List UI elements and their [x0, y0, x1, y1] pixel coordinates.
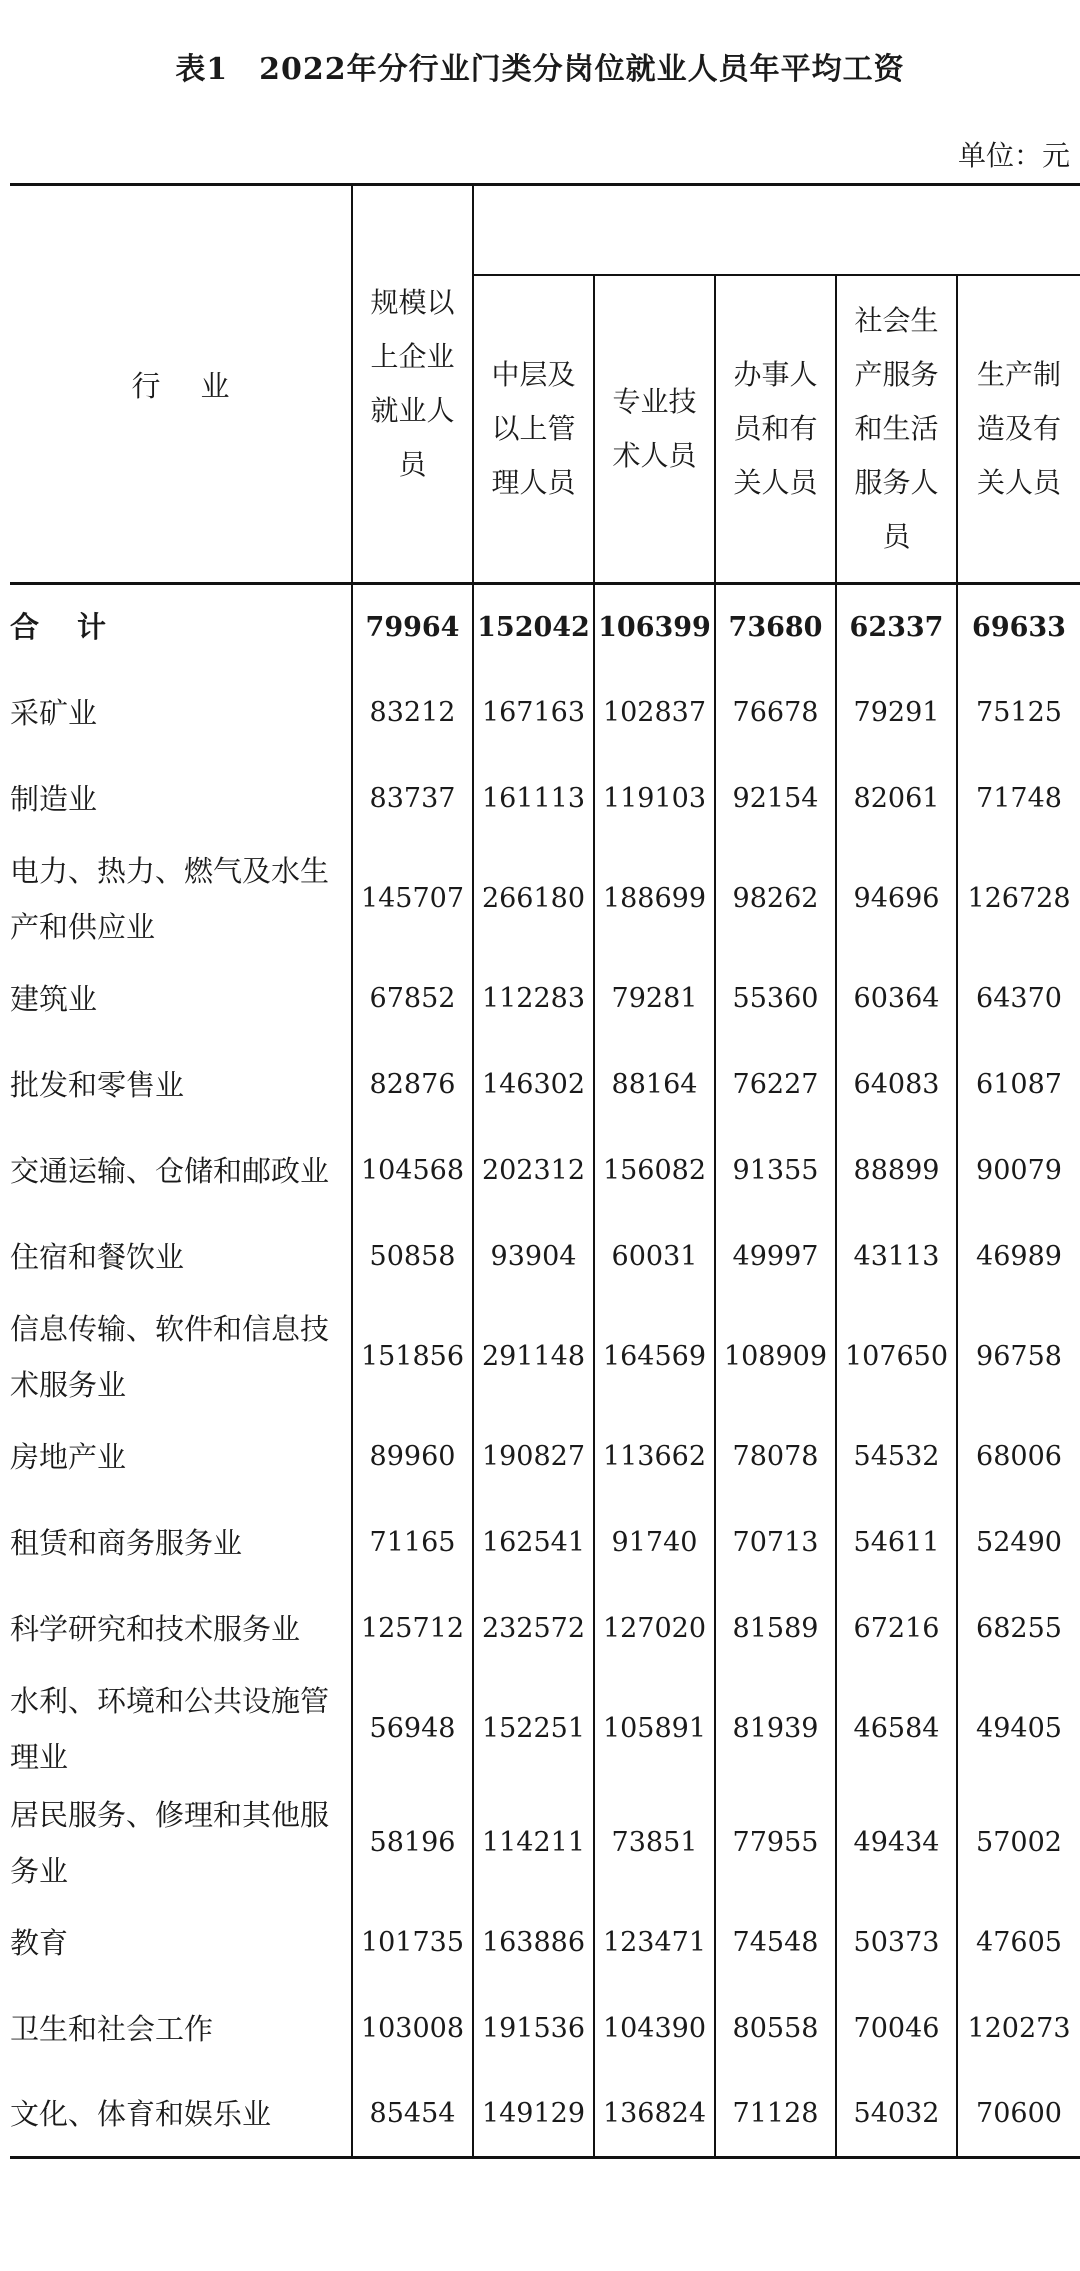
value-total-employees: 125712: [352, 1586, 473, 1672]
value-occupation-5: 64370: [957, 956, 1080, 1042]
value-total-employees: 79964: [352, 584, 473, 670]
industry-name-line: 科学研究和技术服务业: [10, 1611, 301, 1646]
industry-name-line: 术服务业: [10, 1367, 127, 1402]
table-row: [10, 1042, 1080, 1128]
value-occupation-5: 46989: [957, 1214, 1080, 1300]
value-occupation-3: 91355: [715, 1128, 836, 1214]
value-occupation-2: 79281: [594, 956, 715, 1042]
header-total-line: 员: [398, 448, 427, 481]
value-total-employees: 83212: [352, 670, 473, 756]
header-occupation-line: 员和有: [733, 412, 818, 445]
industry-name-line: 卫生和社会工作: [10, 2011, 214, 2046]
table-row: [10, 1586, 1080, 1672]
value-occupation-3: 77955: [715, 1786, 836, 1900]
value-occupation-5: 69633: [957, 584, 1080, 670]
industry-name-line: 批发和零售业: [10, 1067, 185, 1102]
table-row: [10, 1128, 1080, 1214]
header-occupation-line: 关人员: [976, 466, 1061, 499]
industry-name: [10, 1042, 352, 1128]
industry-name-line: 制造业: [10, 781, 98, 816]
table-header: [10, 185, 1080, 584]
value-occupation-1: 114211: [481, 1827, 586, 1858]
industry-name-line: 信息传输、软件和信息技: [10, 1311, 330, 1346]
value-total-employees: 71165: [352, 1500, 473, 1586]
value-occupation-5: 47605: [957, 1900, 1080, 1986]
value-occupation-4: 60364: [836, 956, 957, 1042]
value-occupation-3: 92154: [715, 756, 836, 842]
value-occupation-2: 105891: [594, 1672, 715, 1786]
value-occupation-4: 67216: [836, 1586, 957, 1672]
value-total-employees: 67852: [352, 956, 473, 1042]
value-occupation-2: 106399: [594, 584, 715, 670]
value-occupation-3: 73680: [715, 584, 836, 670]
header-occupation-line: 员: [882, 520, 911, 553]
header-total-line: 上企业: [370, 340, 455, 373]
value-occupation-1: 146302: [481, 1069, 586, 1100]
industry-name: [10, 1300, 352, 1414]
header-occupation-line: 造及有: [976, 412, 1061, 445]
value-occupation-2: 102837: [594, 670, 715, 756]
header-occupation-line: 关人员: [733, 466, 818, 499]
industry-name: [10, 756, 352, 842]
value-occupation-2: 113662: [594, 1414, 715, 1500]
value-occupation-1: 190827: [481, 1441, 586, 1472]
value-occupation-1: 112283: [481, 983, 586, 1014]
header-occupation-line: 术人员: [612, 439, 697, 472]
industry-name: [10, 842, 352, 956]
table-body: [10, 584, 1080, 2158]
value-total-employees: 145707: [352, 842, 473, 956]
header-occupation-3: [715, 275, 836, 582]
industry-name-line: 教育: [10, 1925, 69, 1960]
value-occupation-2: 188699: [594, 842, 715, 956]
value-occupation-5: 68006: [957, 1414, 1080, 1500]
value-occupation-5: 70600: [957, 2072, 1080, 2158]
value-occupation-5: 71748: [957, 756, 1080, 842]
header-occupation-line: 理人员: [491, 466, 576, 499]
value-occupation-5: 68255: [957, 1586, 1080, 1672]
industry-name-line: 理业: [10, 1739, 69, 1774]
industry-name: [10, 1128, 352, 1214]
header-occupation-line: 生产制: [976, 358, 1061, 391]
value-occupation-3: 76227: [715, 1042, 836, 1128]
value-occupation-4: 94696: [836, 842, 957, 956]
table-row: [10, 2072, 1080, 2158]
value-occupation-1: 202312: [481, 1155, 586, 1186]
header-occupation-line: 中层及: [491, 358, 576, 391]
table-row: [10, 1500, 1080, 1586]
value-occupation-1: 93904: [490, 1241, 577, 1272]
value-occupation-3: 81589: [715, 1586, 836, 1672]
table-row: [10, 1414, 1080, 1500]
value-occupation-5: 57002: [957, 1786, 1080, 1900]
header-occupation-1: [473, 275, 594, 582]
value-occupation-1: 191536: [481, 2013, 586, 2044]
value-occupation-5: 75125: [957, 670, 1080, 756]
header-occupation-spacer: [473, 186, 1080, 275]
value-occupation-3: 81939: [715, 1672, 836, 1786]
industry-name: [10, 1672, 352, 1786]
value-occupation-5: 120273: [957, 1986, 1080, 2072]
header-occupation-4: [836, 275, 957, 582]
header-total-line: 规模以: [370, 286, 455, 319]
value-occupation-2: 88164: [594, 1042, 715, 1128]
industry-name: [10, 1214, 352, 1300]
header-occupation-line: 服务人: [854, 466, 939, 499]
industry-name-line: 水利、环境和公共设施管: [10, 1683, 330, 1718]
value-occupation-4: 54532: [836, 1414, 957, 1500]
industry-name-line: 文化、体育和娱乐业: [10, 2096, 272, 2131]
header-industry: 行业: [10, 186, 352, 582]
header-total-line: 就业人: [370, 394, 455, 427]
table-row: [10, 1900, 1080, 1986]
industry-name: [10, 1986, 352, 2072]
unit-label: 单位：元: [957, 139, 1070, 172]
value-occupation-1: 232572: [481, 1613, 586, 1644]
value-occupation-3: 80558: [715, 1986, 836, 2072]
value-total-employees: 83737: [352, 756, 473, 842]
value-occupation-1: 167163: [481, 697, 586, 728]
value-occupation-3: 98262: [715, 842, 836, 956]
value-occupation-2: 60031: [594, 1214, 715, 1300]
industry-name-line: 采矿业: [10, 695, 98, 730]
value-occupation-1: 266180: [481, 883, 586, 914]
value-occupation-5: 52490: [957, 1500, 1080, 1586]
industry-name: [10, 1414, 352, 1500]
value-occupation-4: 50373: [836, 1900, 957, 1986]
industry-name-line: 建筑业: [10, 981, 98, 1016]
industry-name: [10, 956, 352, 1042]
industry-name: [10, 1786, 352, 1900]
value-total-employees: 151856: [352, 1300, 473, 1414]
value-total-employees: 103008: [352, 1986, 473, 2072]
value-occupation-4: 54032: [836, 2072, 957, 2158]
header-occupation-2: [594, 275, 715, 582]
industry-name-line: 电力、热力、燃气及水生: [10, 853, 330, 888]
industry-name: [10, 1900, 352, 1986]
value-occupation-5: 90079: [957, 1128, 1080, 1214]
value-occupation-5: 126728: [957, 842, 1080, 956]
value-total-employees: 50858: [352, 1214, 473, 1300]
table-row: [10, 1214, 1080, 1300]
value-occupation-2: 119103: [594, 756, 715, 842]
value-occupation-1: 163886: [481, 1927, 586, 1958]
value-total-employees: 104568: [352, 1128, 473, 1214]
header-occupation-line: 办事人: [733, 358, 818, 391]
value-occupation-1: 161113: [481, 783, 586, 814]
value-total-employees: 101735: [352, 1900, 473, 1986]
industry-name-line: 居民服务、修理和其他服: [10, 1797, 330, 1832]
value-occupation-3: 71128: [715, 2072, 836, 2158]
value-occupation-4: 46584: [836, 1672, 957, 1786]
industry-name: [10, 2072, 352, 2158]
industry-name-line: 产和供应业: [10, 909, 156, 944]
value-occupation-3: 49997: [715, 1214, 836, 1300]
value-occupation-4: 82061: [836, 756, 957, 842]
table-title: 表1 2022年分行业门类分岗位就业人员年平均工资: [175, 52, 905, 87]
value-total-employees: 85454: [352, 2072, 473, 2158]
value-occupation-4: 88899: [836, 1128, 957, 1214]
header-occupation-line: 产服务: [854, 358, 939, 391]
value-occupation-4: 64083: [836, 1042, 957, 1128]
value-occupation-1: 152042: [477, 611, 590, 643]
value-occupation-3: 74548: [715, 1900, 836, 1986]
header-occupation-line: 社会生: [854, 304, 939, 337]
value-occupation-2: 91740: [594, 1500, 715, 1586]
value-occupation-2: 156082: [594, 1128, 715, 1214]
value-occupation-3: 108909: [715, 1300, 836, 1414]
value-occupation-5: 96758: [957, 1300, 1080, 1414]
industry-name-line: 合计: [10, 610, 145, 645]
table-row: [10, 1786, 1080, 1900]
value-occupation-4: 70046: [836, 1986, 957, 2072]
industry-name-line: 务业: [10, 1853, 69, 1888]
table-row: [10, 1986, 1080, 2072]
header-total-employees: [352, 186, 473, 582]
value-occupation-3: 55360: [715, 956, 836, 1042]
industry-name-line: 交通运输、仓储和邮政业: [10, 1153, 330, 1188]
value-occupation-5: 61087: [957, 1042, 1080, 1128]
table-row: [10, 756, 1080, 842]
table-row-total: [10, 584, 1080, 670]
industry-name-line: 租赁和商务服务业: [10, 1525, 243, 1560]
industry-name-line: 房地产业: [10, 1439, 127, 1474]
table-row: [10, 956, 1080, 1042]
table-row: [10, 1300, 1080, 1414]
value-occupation-4: 43113: [836, 1214, 957, 1300]
value-total-employees: 82876: [352, 1042, 473, 1128]
table-row: [10, 1672, 1080, 1786]
value-occupation-5: 49405: [957, 1672, 1080, 1786]
value-occupation-4: 62337: [836, 584, 957, 670]
wage-table: [10, 183, 1080, 2159]
industry-name: [10, 584, 352, 670]
value-total-employees: 89960: [352, 1414, 473, 1500]
value-occupation-2: 123471: [594, 1900, 715, 1986]
value-occupation-2: 73851: [594, 1786, 715, 1900]
value-occupation-4: 79291: [836, 670, 957, 756]
value-occupation-4: 107650: [836, 1300, 957, 1414]
value-occupation-4: 49434: [836, 1786, 957, 1900]
industry-name: [10, 1586, 352, 1672]
header-occupation-line: 以上管: [491, 412, 576, 445]
value-total-employees: 58196: [352, 1786, 473, 1900]
value-occupation-3: 78078: [715, 1414, 836, 1500]
header-occupation-line: 和生活: [854, 412, 939, 445]
value-occupation-3: 70713: [715, 1500, 836, 1586]
value-occupation-2: 164569: [594, 1300, 715, 1414]
table-row: [10, 670, 1080, 756]
industry-name-line: 住宿和餐饮业: [10, 1239, 185, 1274]
value-occupation-2: 127020: [594, 1586, 715, 1672]
industry-name: [10, 670, 352, 756]
value-occupation-1: 291148: [481, 1341, 586, 1372]
header-occupation-line: 专业技: [612, 385, 697, 418]
value-total-employees: 56948: [352, 1672, 473, 1786]
value-occupation-1: 162541: [481, 1527, 586, 1558]
value-occupation-2: 104390: [594, 1986, 715, 2072]
industry-name: [10, 1500, 352, 1586]
table-row: [10, 842, 1080, 956]
value-occupation-1: 152251: [481, 1713, 586, 1744]
value-occupation-1: 149129: [473, 2072, 594, 2158]
header-occupation-5: [957, 275, 1080, 582]
value-occupation-4: 54611: [836, 1500, 957, 1586]
value-occupation-3: 76678: [715, 670, 836, 756]
value-occupation-2: 136824: [594, 2072, 715, 2158]
